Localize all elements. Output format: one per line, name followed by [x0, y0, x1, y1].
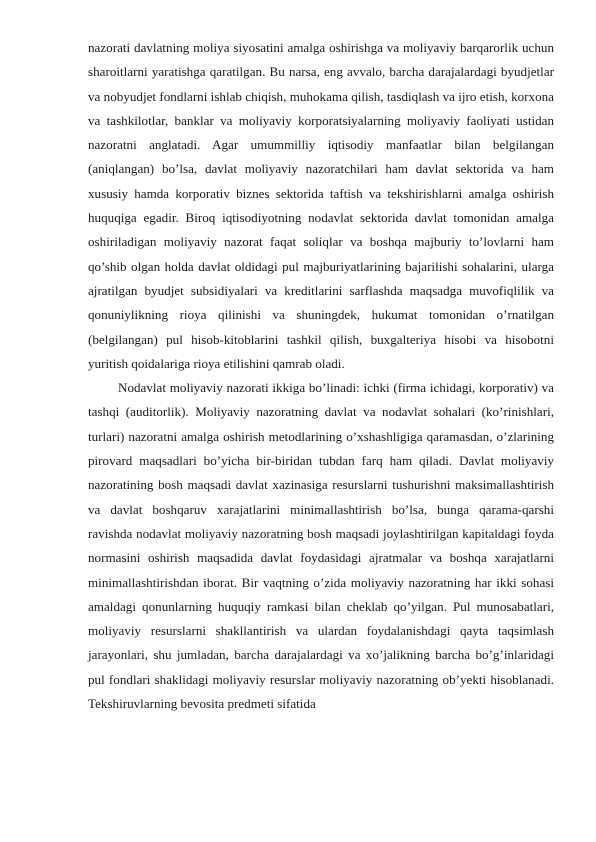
paragraph-continued: nazorati davlatning moliya siyosatini amalga oshirishga va moliyaviy barqarorlik uchun sharoitlarni yaratishga qaratilgan. Bu narsa, eng avvalo, barcha darajalardagi byudjetlar va nobyudjet fondlarni ishlab chiqish, muhokama qilish, tasdiqlash va ijro etish, korxona va tashkilotlar, banklar va moliyaviy korporatsiyalarning moliyaviy faoliyati ustidan nazoratni anglatadi. Agar umummilliy iqtisodiy manfaatlar bilan belgilangan (aniqlangan) bo’lsa, davlat moliyaviy nazoratchilari ham davlat sektorida va ham xususiy hamda korporativ biznes sektorida taftish va tekshirishlarni amalga oshirish huquqiga egadir. Biroq iqtisodiyotning nodavlat sektorida davlat tomonidan amalga oshiriladigan moliyaviy nazorat faqat soliqlar va boshqa majburiy to’lovlarni ham qo’shib olgan holda davlat oldidagi pul majburiyatlarining bajarilishi sohalarini, ularga ajratilgan byudjet subsidiyalari va kreditlarini sarflashda maqsadga muvofiqlilik va qonuniylikning rioya qilinishi va shuningdek, hukumat tomonidan o’rnatilgan (belgilangan) pul hisob-kitoblarini tashkil qilish, buxgalteriya hisobi va hisobotni yuritish qoidalariga rioya etilishini qamrab oladi.	[88, 40, 554, 371]
paragraph-nonstate-control: Nodavlat moliyaviy nazorati ikkiga bo’linadi: ichki (firma ichidagi, korporativ) va tashqi (auditorlik). Moliyaviy nazoratning davlat va nodavlat sohalari (ko’rinishlari, turlari) nazoratni amalga oshirish metodlarining o’xshashligiga qaramasdan, o’zlarining pirovard maqsadlari bo’yicha bir-biridan tubdan farq ham qiladi. Davlat moliyaviy nazoratining bosh maqsadi davlat xazinasiga resurslarni tushurishni maksimallashtirish va davlat boshqaruv xarajatlarini minimallashtirish bo’lsa, bunga qarama-qarshi ravishda nodavlat moliyaviy nazoratning bosh maqsadi joylashtirilgan kapitaldagi foyda normasini oshirish maqsadida davlat foydasidagi ajratmalar va boshqa xarajatlarni minimallashtirishdan iborat. Bir vaqtning o’zida moliyaviy nazoratning har ikki sohasi amaldagi qonunlarning huquqiy ramkasi bilan cheklab qo’yilgan. Pul munosabatlari, moliyaviy resurslarni shakllantirish va ulardan foydalanishdagi qayta taqsimlash jarayonlari, shu jumladan, barcha darajalardagi va xo’jalikning barcha bo’g’inlaridagi pul fondlari shaklidagi moliyaviy resurslar moliyaviy nazoratning ob’yekti hisoblanadi. Tekshiruvlarning bevosita predmeti sifatida	[88, 380, 554, 712]
document-page	[88, 36, 554, 716]
